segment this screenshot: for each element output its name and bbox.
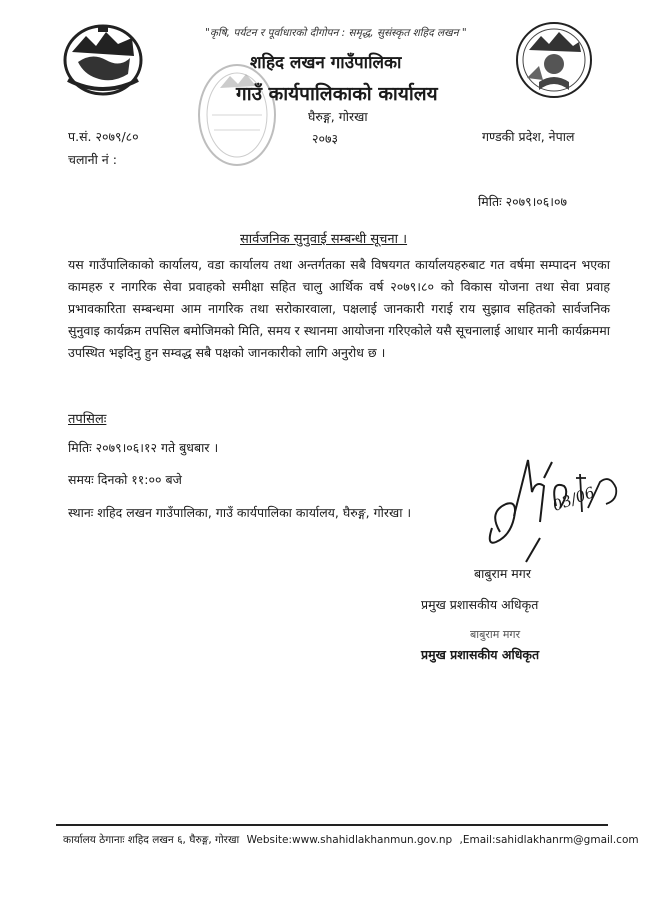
signatory-title: प्रमुख प्रशासकीय अधिकृत	[421, 597, 539, 612]
footer-address: कार्यालय ठेगानाः शहिद लखन ६, घैरुङ्ग, गोरखा	[63, 834, 240, 846]
footer	[63, 833, 643, 847]
established-year: २०७३	[312, 131, 339, 146]
footer-email[interactable]: ,Email:sahidlakhanrm@gmail.com	[459, 834, 639, 846]
stamp-signatory-name: बाबुराम मगर	[470, 628, 521, 641]
dispatch-number: चलानी नं :	[68, 152, 117, 167]
notice-body: यस गाउँपालिकाको कार्यालय, वडा कार्यालय तथा अन्तर्गतका सबै विषयगत कार्यालयहरुबाट गत वर्षमा सम्पादन भएका कामहरु र नागरिक सेवा प्रवाहको समीक्षा सहित चालु आर्थिक वर्ष २०७९।८० को विकास योजना तथा सेवा प्रवाह प्रभावकारिता सम्बन्धमा आम नागरिक तथा सरोकारवाला, पक्षलाई जानकारी गराई राय सुझाव सहितको सार्वजनिक सुनुवाइ कार्यक्रम तपसिल बमोजिमको मिति, समय र स्थानमा आयोजना गरिएकोले यसै सूचनालाई आधार मानी कार्यक्रममा उपस्थित भइदिनु हुन सम्वद्ध सबै पक्षको जानकारीको लागि अनुरोध छ ।	[68, 257, 610, 360]
signature-handwritten-date: 03/06	[550, 483, 598, 515]
office-address: घैरुङ्ग, गोरखा	[308, 109, 368, 124]
nepal-emblem-icon	[62, 22, 144, 98]
schedule-venue: स्थानः शहिद लखन गाउँपालिका, गाउँ कार्यपालिका कार्यालय, घैरुङ्ग, गोरखा ।	[68, 505, 412, 520]
municipality-logo-icon	[515, 20, 593, 100]
motto: "कृषि, पर्यटन र पूर्वाधारको दीगोपन : समृद्ध, सुसंस्कृत शहिद लखन "	[205, 27, 467, 39]
office-name: गाउँ कार्यपालिकाको कार्यालय	[236, 83, 438, 105]
province: गण्डकी प्रदेश, नेपाल	[482, 129, 575, 144]
reference-number: प.सं. २०७९/८०	[68, 129, 139, 144]
schedule-time: समयः दिनको ११:०० बजे	[68, 472, 182, 487]
signatory-name: बाबुराम मगर	[474, 566, 531, 581]
schedule-heading: तपसिलः	[68, 412, 107, 427]
stamp-signatory-title: प्रमुख प्रशासकीय अधिकृत	[421, 647, 540, 662]
notice-date: मितिः २०७९।०६।०७	[478, 194, 568, 209]
handwritten-signature	[478, 452, 628, 567]
footer-divider	[56, 824, 608, 826]
schedule-date: मितिः २०७९।०६।१२ गते बुधबार ।	[68, 440, 219, 455]
footer-website[interactable]: Website:www.shahidlakhanmun.gov.np	[246, 834, 453, 846]
municipality-name: शहिद लखन गाउँपालिका	[250, 53, 402, 73]
notice-subject: सार्वजनिक सुनुवाई सम्बन्धी सूचना ।	[240, 232, 408, 247]
office-stamp-icon	[196, 60, 278, 170]
